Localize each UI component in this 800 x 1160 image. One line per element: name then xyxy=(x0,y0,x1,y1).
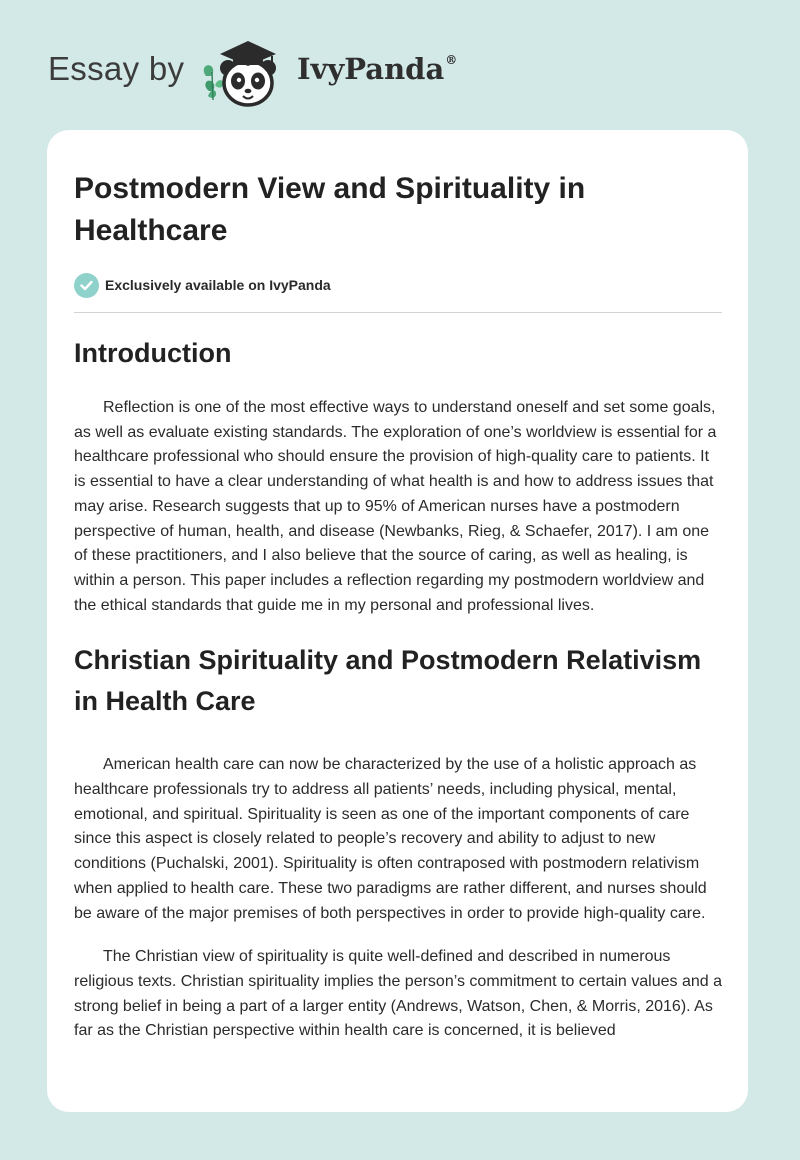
brand-name-text: IvyPanda xyxy=(297,52,445,86)
site-header xyxy=(0,0,800,130)
section-heading-christian-spirituality: Christian Spirituality and Postmodern Relativism in Health Care xyxy=(74,645,702,717)
brand-prefix: Essay by xyxy=(48,50,185,87)
check-icon xyxy=(74,273,99,298)
registered-mark: ® xyxy=(445,53,458,68)
paragraph: American health care can now be characterized by the use of a holistic approach as healthcare professionals try to address all patients’ needs, including physical, mental, emotional, and spiritual. Spirituality is seen as one of the important components of care since this aspect is closely related to people’s recovery and ability to adjust to new conditions (Puchalski, 2001). Spirituality is often contraposed with postmodern relativism when applied to health care. These two paradigms are rather different, and nurses should be aware of the major premises of both perspectives in order to provide high-quality care. xyxy=(74,756,707,922)
badge-label: Exclusively available on IvyPanda xyxy=(105,277,331,293)
paragraph: The Christian view of spirituality is quite well-defined and described in numerous religious texts. Christian spirituality implies the person’s commitment to certain values and a strong belief in being a part of a larger entity (Andrews, Watson, Chen, & Morris, 2016). As far as the Christian perspective within health care is concerned, it is believed xyxy=(74,948,722,1040)
section-heading-introduction: Introduction xyxy=(74,338,232,368)
essay-card xyxy=(47,130,748,1112)
divider xyxy=(74,312,722,313)
page-title: Postmodern View and Spirituality in Healthcare xyxy=(74,172,586,247)
paragraph: Reflection is one of the most effective ways to understand oneself and set some goals, as well as evaluate existing standards. The exploration of one’s worldview is essential for a healthcare professional who should ensure the provision of high-quality care to patients. It is essential to have a clear understanding of what health is and how to address issues that may arise. Research suggests that up to 95% of American nurses have a postmodern perspective of human, health, and disease (Newbanks, Rieg, & Schaefer, 2017). I am one of these practitioners, and I also believe that the source of caring, as well as healing, is within a person. This paper includes a reflection regarding my postmodern worldview and the ethical standards that guide me in my personal and professional lives. xyxy=(74,399,717,614)
exclusive-badge xyxy=(74,272,722,298)
brand-name[interactable] xyxy=(297,52,457,86)
panda-graduate-icon[interactable] xyxy=(200,36,295,110)
